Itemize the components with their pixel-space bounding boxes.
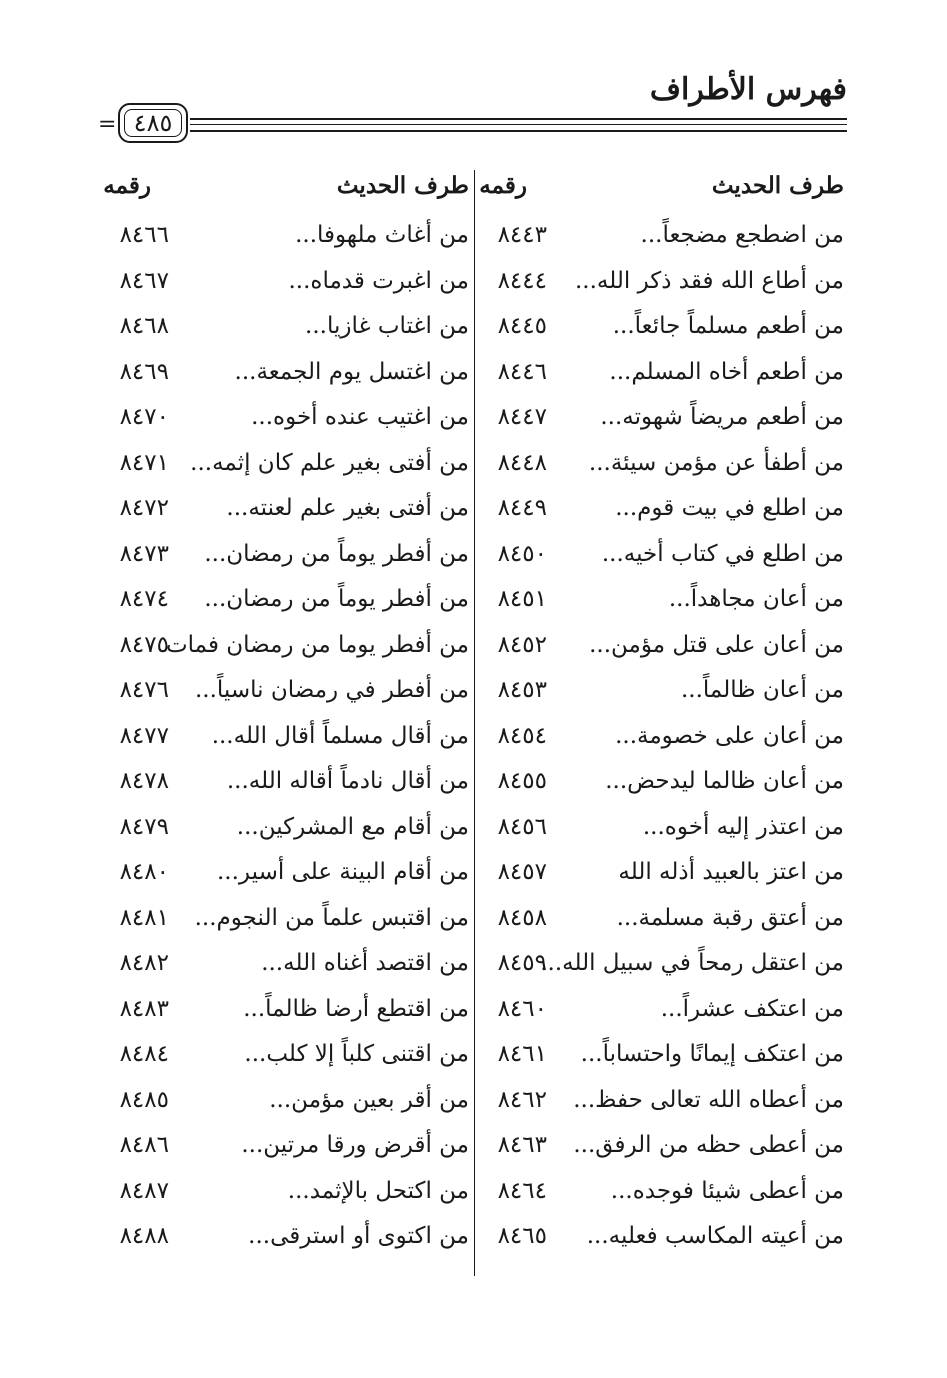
hadith-number-left: ٨٤٨٠: [119, 859, 169, 885]
table-row: [0, 622, 947, 668]
table-row: [0, 1213, 947, 1259]
hadith-phrase-left: من اغتيب عنده أخوه...: [251, 404, 469, 430]
hadith-phrase-right: من اعتكف عشراً...: [660, 995, 844, 1022]
hadith-phrase-left: من اغتسل يوم الجمعة...: [234, 358, 469, 385]
hadith-phrase-right: من اطلع في كتاب أخيه...: [601, 540, 844, 567]
hadith-phrase-right: من اعتذر إليه أخوه...: [642, 813, 844, 840]
header-rule-top: [190, 118, 847, 120]
hadith-number-left: ٨٤٨٧: [119, 1177, 169, 1204]
hadith-number-right: ٨٤٦١: [497, 1041, 547, 1067]
table-row: [0, 940, 947, 986]
hadith-number-left: ٨٤٦٨: [119, 313, 169, 339]
hadith-phrase-right: من أطاع الله فقد ذكر الله...: [574, 267, 844, 294]
hadith-phrase-left: من اغتاب غازيا...: [305, 313, 469, 339]
column-header-left-number: رقمه: [103, 172, 151, 199]
hadith-phrase-right: من اعتكف إيمانًا واحتساباً...: [580, 1041, 844, 1067]
hadith-phrase-left: من أقام البينة على أسير...: [217, 859, 469, 885]
hadith-number-right: ٨٤٥٣: [497, 677, 547, 703]
hadith-phrase-right: من أعطى حظه من الرفق...: [573, 1132, 844, 1158]
page-title: فهرس الأطراف: [649, 72, 847, 107]
hadith-number-right: ٨٤٥٨: [497, 904, 547, 931]
hadith-phrase-right: من أعان على قتل مؤمن...: [589, 631, 844, 658]
page-header: [0, 0, 947, 150]
hadith-number-right: ٨٤٥٦: [497, 813, 547, 840]
hadith-number-left: ٨٤٧١: [119, 449, 169, 476]
hadith-phrase-right: من أعطى شيئا فوجده...: [610, 1177, 844, 1204]
hadith-phrase-left: من أفتى بغير علم كان إثمه...: [190, 449, 469, 476]
hadith-number-right: ٨٤٤٤: [497, 267, 547, 294]
hadith-phrase-right: من أعان ظالماً...: [680, 677, 844, 703]
hadith-number-right: ٨٤٦٢: [497, 1086, 547, 1113]
column-header-right-phrase: طرف الحديث: [711, 172, 844, 199]
hadith-phrase-right: من أعيته المكاسب فعليه...: [586, 1223, 844, 1249]
hadith-number-left: ٨٤٧٢: [119, 495, 169, 521]
hadith-phrase-left: من اكتوى أو استرقى...: [248, 1223, 469, 1249]
hadith-phrase-right: من أطعم أخاه المسلم...: [609, 358, 844, 385]
hadith-number-right: ٨٤٦٣: [497, 1132, 547, 1158]
hadith-number-right: ٨٤٦٤: [497, 1177, 547, 1204]
column-header-right-number: رقمه: [479, 172, 527, 199]
table-row: [0, 1168, 947, 1214]
hadith-index-table: [0, 166, 947, 1276]
hadith-number-left: ٨٤٧٦: [119, 677, 169, 703]
hadith-phrase-left: من أقال مسلماً أقال الله...: [211, 722, 469, 749]
table-row: [0, 349, 947, 395]
hadith-phrase-right: من اضطجع مضجعاً...: [640, 222, 844, 248]
table-row: [0, 986, 947, 1032]
hadith-phrase-right: من أطعم مسلماً جائعاً...: [612, 313, 844, 339]
table-row: [0, 1122, 947, 1168]
hadith-number-right: ٨٤٤٥: [497, 313, 547, 339]
table-row: [0, 258, 947, 304]
hadith-number-left: ٨٤٨٦: [119, 1132, 169, 1158]
hadith-phrase-right: من أطعم مريضاً شهوته...: [600, 404, 844, 430]
hadith-phrase-left: من اغبرت قدماه...: [288, 267, 469, 294]
page-number-mark: =: [98, 112, 117, 137]
hadith-number-left: ٨٤٧٧: [119, 722, 169, 749]
hadith-phrase-left: من أفطر يوماً من رمضان...: [204, 540, 469, 567]
hadith-phrase-right: من اعتقل رمحاً في سبيل الله...: [540, 950, 844, 976]
hadith-number-right: ٨٤٤٨: [497, 449, 547, 476]
table-row: [0, 713, 947, 759]
table-row: [0, 849, 947, 895]
hadith-phrase-right: من أعطاه الله تعالى حفظ...: [573, 1086, 844, 1113]
table-row: [0, 212, 947, 258]
table-row: [0, 531, 947, 577]
table-row: [0, 667, 947, 713]
hadith-number-left: ٨٤٧٩: [119, 813, 169, 840]
hadith-number-left: ٨٤٨٢: [119, 950, 169, 976]
table-row: [0, 895, 947, 941]
hadith-phrase-left: من أقر بعين مؤمن...: [269, 1086, 469, 1113]
table-row: [0, 758, 947, 804]
hadith-phrase-left: من اقتصد أغناه الله...: [261, 950, 469, 976]
hadith-number-left: ٨٤٧٠: [119, 404, 169, 430]
hadith-phrase-left: من اقتنى كلباً إلا كلب...: [244, 1041, 469, 1067]
table-row: [0, 440, 947, 486]
hadith-number-left: ٨٤٧٨: [119, 768, 169, 794]
hadith-phrase-left: من أفطر في رمضان ناسياً...: [194, 677, 469, 703]
hadith-number-right: ٨٤٤٦: [497, 358, 547, 385]
hadith-number-left: ٨٤٦٩: [119, 358, 169, 385]
hadith-number-left: ٨٤٨٥: [119, 1086, 169, 1113]
table-row: [0, 1031, 947, 1077]
table-row: [0, 576, 947, 622]
hadith-number-left: ٨٤٧٥: [119, 631, 169, 658]
hadith-number-left: ٨٤٨٨: [119, 1223, 169, 1249]
hadith-number-left: ٨٤٨١: [119, 904, 169, 931]
page-number-frame: [118, 103, 188, 143]
hadith-phrase-left: من أقال نادماً أقاله الله...: [226, 768, 469, 794]
hadith-number-left: ٨٤٨٤: [119, 1041, 169, 1067]
hadith-phrase-left: من أقام مع المشركين...: [236, 813, 469, 840]
hadith-number-right: ٨٤٦٥: [497, 1223, 547, 1249]
hadith-number-right: ٨٤٥٧: [497, 859, 547, 885]
hadith-phrase-left: من أفطر يوماً من رمضان...: [204, 586, 469, 612]
hadith-number-left: ٨٤٨٣: [119, 995, 169, 1022]
hadith-phrase-left: من اقتبس علماً من النجوم...: [194, 904, 469, 931]
hadith-number-left: ٨٤٦٦: [119, 222, 169, 248]
hadith-phrase-right: من أعان على خصومة...: [615, 722, 844, 749]
hadith-number-right: ٨٤٤٣: [497, 222, 547, 248]
hadith-number-left: ٨٤٧٤: [119, 586, 169, 612]
hadith-number-right: ٨٤٤٧: [497, 404, 547, 430]
table-row: [0, 1077, 947, 1123]
hadith-phrase-left: من أقرض ورقا مرتين...: [241, 1132, 469, 1158]
hadith-phrase-right: من أعتق رقبة مسلمة...: [616, 904, 844, 931]
header-rule-middle: [190, 124, 847, 125]
hadith-number-left: ٨٤٧٣: [119, 540, 169, 567]
hadith-number-right: ٨٤٤٩: [497, 495, 547, 521]
hadith-phrase-left: من أفتى بغير علم لعنته...: [226, 495, 469, 521]
hadith-number-right: ٨٤٥١: [497, 586, 547, 612]
table-row: [0, 394, 947, 440]
hadith-phrase-right: من اعتز بالعبيد أذله الله: [618, 859, 844, 885]
hadith-number-right: ٨٤٥٥: [497, 768, 547, 794]
table-row: [0, 485, 947, 531]
table-row: [0, 303, 947, 349]
hadith-number-left: ٨٤٦٧: [119, 267, 169, 294]
hadith-number-right: ٨٤٥٢: [497, 631, 547, 658]
hadith-phrase-left: من أفطر يوما من رمضان فمات: [166, 631, 469, 658]
hadith-phrase-left: من اكتحل بالإثمد...: [287, 1177, 469, 1204]
table-row: [0, 804, 947, 850]
page-number: ٤٨٥: [133, 109, 173, 137]
hadith-phrase-left: من اقتطع أرضا ظالماً...: [243, 995, 469, 1022]
hadith-number-right: ٨٤٥٩: [497, 950, 547, 976]
hadith-phrase-right: من أطفأ عن مؤمن سيئة...: [588, 449, 844, 476]
hadith-phrase-right: من أعان مجاهداً...: [668, 586, 844, 612]
hadith-phrase-left: من أغاث ملهوفا...: [295, 222, 469, 248]
hadith-phrase-right: من اطلع في بيت قوم...: [615, 495, 844, 521]
header-rule-bottom: [190, 130, 847, 132]
hadith-number-right: ٨٤٥٠: [497, 540, 547, 567]
column-header-left-phrase: طرف الحديث: [336, 172, 469, 199]
hadith-phrase-right: من أعان ظالما ليدحض...: [605, 768, 844, 794]
hadith-number-right: ٨٤٦٠: [497, 995, 547, 1022]
hadith-number-right: ٨٤٥٤: [497, 722, 547, 749]
